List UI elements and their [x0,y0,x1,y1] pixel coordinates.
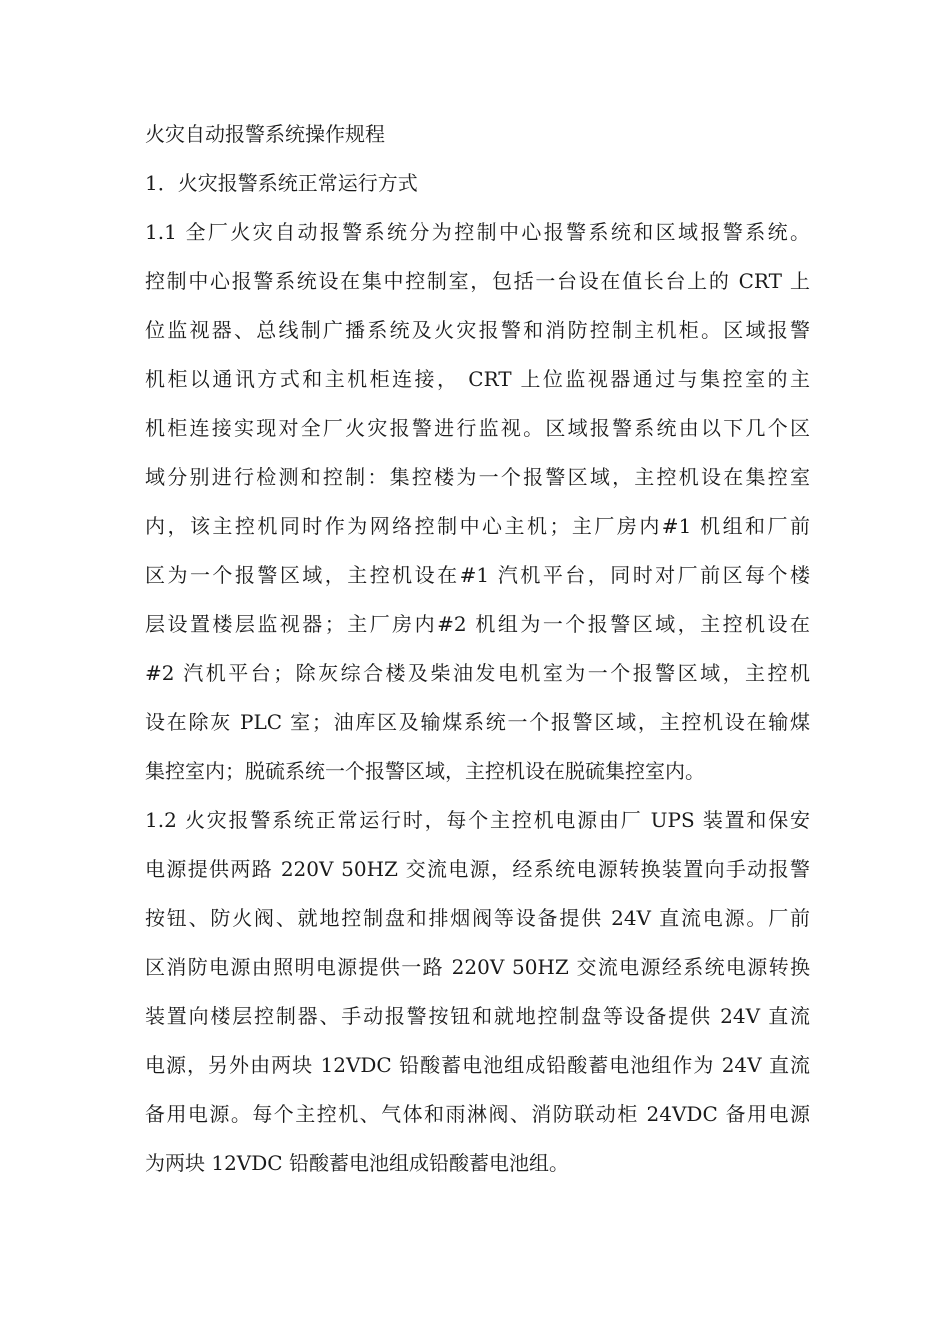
paragraph-line: 按钮、防火阀、就地控制盘和排烟阀等设备提供 24V 直流电源。厂前 [145,906,810,930]
paragraph-line: 内，该主控机同时作为网络控制中心主机；主厂房内#1 机组和厂前 [145,514,810,538]
paragraph-line: 区为一个报警区域，主控机设在#1 汽机平台，同时对厂前区每个楼 [145,563,810,587]
paragraph-line: 机柜连接实现对全厂火灾报警进行监视。区域报警系统由以下几个区 [145,416,810,440]
paragraph-line: 位监视器、总线制广播系统及火灾报警和消防控制主机柜。区域报警 [145,318,810,342]
paragraph-line: 电源，另外由两块 12VDC 铅酸蓄电池组成铅酸蓄电池组作为 24V 直流 [145,1053,810,1077]
paragraph-line: 层设置楼层监视器；主厂房内#2 机组为一个报警区域，主控机设在 [145,612,810,636]
paragraph-line: 1.1 全厂火灾自动报警系统分为控制中心报警系统和区域报警系统。 [145,220,810,244]
document-body [145,110,810,1188]
paragraph-line: #2 汽机平台；除灰综合楼及柴油发电机室为一个报警区域，主控机 [145,661,810,685]
paragraph-line: 机柜以通讯方式和主机柜连接， CRT 上位监视器通过与集控室的主 [145,367,810,391]
paragraph-line: 电源提供两路 220V 50HZ 交流电源，经系统电源转换装置向手动报警 [145,857,810,881]
paragraph-line: 设在除灰 PLC 室；油库区及输煤系统一个报警区域，主控机设在输煤 [145,710,810,734]
paragraph-line: 控制中心报警系统设在集中控制室，包括一台设在值长台上的 CRT 上 [145,269,810,293]
section-heading: 1．火灾报警系统正常运行方式 [145,171,418,195]
paragraph-line: 集控室内；脱硫系统一个报警区域，主控机设在脱硫集控室内。 [145,759,705,783]
document-title: 火灾自动报警系统操作规程 [145,122,385,146]
paragraph-line: 为两块 12VDC 铅酸蓄电池组成铅酸蓄电池组。 [145,1151,569,1175]
paragraph-line: 1.2 火灾报警系统正常运行时，每个主控机电源由厂 UPS 装置和保安 [145,808,810,832]
paragraph-line: 区消防电源由照明电源提供一路 220V 50HZ 交流电源经系统电源转换 [145,955,810,979]
paragraph-line: 装置向楼层控制器、手动报警按钮和就地控制盘等设备提供 24V 直流 [145,1004,810,1028]
paragraph-line: 域分别进行检测和控制：集控楼为一个报警区域，主控机设在集控室 [145,465,810,489]
paragraph-line: 备用电源。每个主控机、气体和雨淋阀、消防联动柜 24VDC 备用电源 [145,1102,810,1126]
